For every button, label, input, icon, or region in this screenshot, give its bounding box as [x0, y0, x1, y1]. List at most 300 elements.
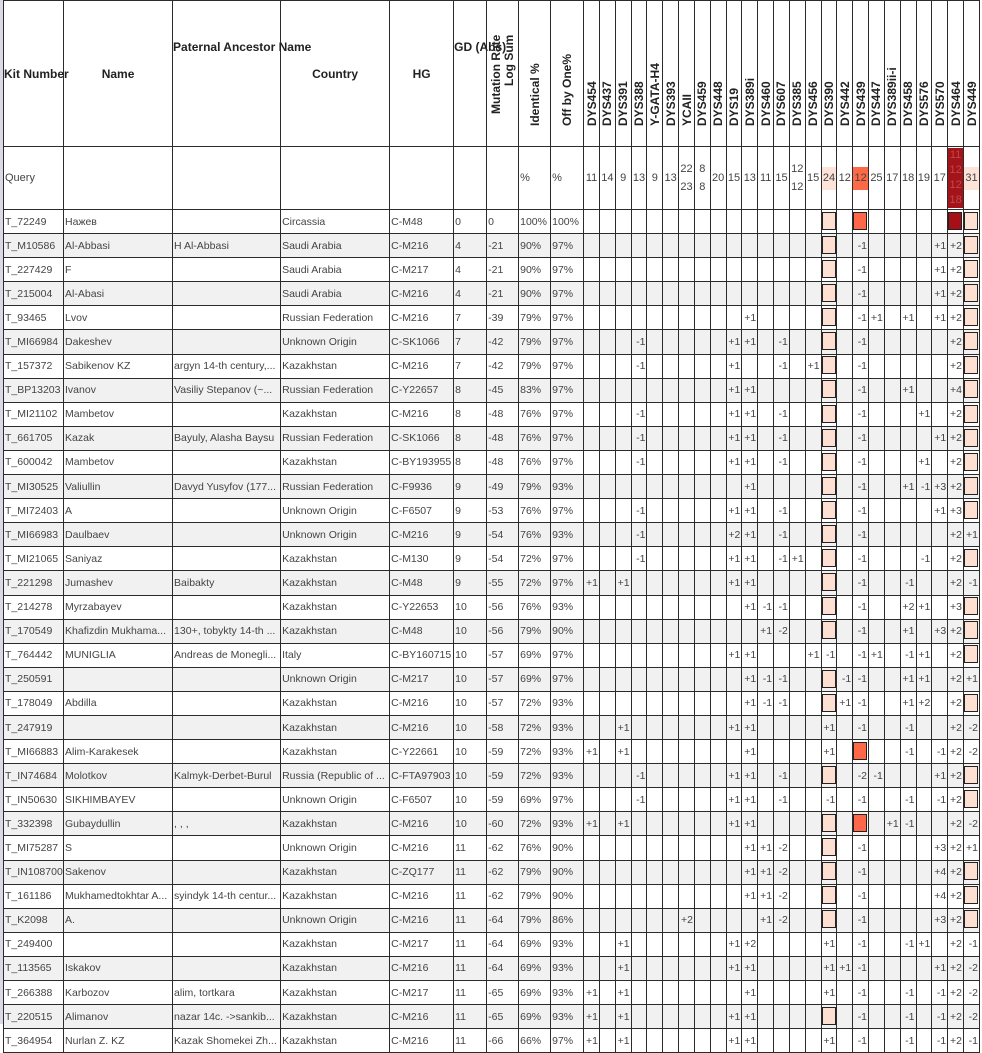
cell-dys576	[916, 1005, 932, 1029]
allele-diff: -1	[857, 336, 868, 349]
cell-dys442	[837, 932, 853, 956]
cell-kit-number[interactable]: T_BP13203	[4, 378, 64, 402]
cell-ycaii	[679, 378, 695, 402]
allele-diff: -1	[778, 552, 788, 565]
table-row[interactable]	[4, 330, 980, 354]
cell-dys393	[663, 210, 679, 234]
header-dys460[interactable]	[758, 1, 774, 147]
header-dys576[interactable]	[916, 1, 932, 147]
table-row[interactable]	[4, 354, 980, 378]
cell-dys570	[932, 643, 948, 667]
cell-dys390	[821, 715, 837, 739]
table-row[interactable]	[4, 282, 980, 306]
cell-identical-pct: 76%	[519, 450, 551, 474]
cell-dys439	[853, 426, 869, 450]
cell-off-by-one-pct: 97%	[551, 1029, 584, 1053]
cell-kit-number[interactable]: T_247919	[4, 715, 64, 739]
cell-dys454	[584, 1005, 600, 1029]
allele-diff: +1	[728, 793, 741, 806]
query-value-dys393	[663, 147, 679, 210]
cell-dys570	[932, 426, 948, 450]
cell-dys389ii-i	[884, 306, 900, 330]
table-row[interactable]	[4, 475, 980, 499]
cell-haplogroup: C-M216	[390, 1029, 454, 1053]
cell-kit-number[interactable]: T_72249	[4, 210, 64, 234]
cell-dys439	[853, 932, 869, 956]
allele-diff: -1	[873, 769, 883, 782]
cell-dys570	[932, 788, 948, 812]
allele-diff: -1	[905, 793, 915, 806]
cell-dys456	[805, 715, 821, 739]
header-identical[interactable]	[519, 1, 551, 147]
cell-dys389ii-i	[884, 956, 900, 980]
cell-dys449	[964, 595, 980, 619]
cell-dys458	[900, 210, 916, 234]
header-dys390[interactable]	[821, 1, 837, 147]
header-off-by-one[interactable]	[551, 1, 584, 147]
table-row[interactable]	[4, 450, 980, 474]
table-row[interactable]	[4, 836, 980, 860]
cell-dys459	[694, 691, 710, 715]
cell-dys454	[584, 378, 600, 402]
cell-dys464	[948, 378, 964, 402]
cell-dys442	[837, 523, 853, 547]
table-row[interactable]	[4, 715, 980, 739]
table-row[interactable]	[4, 499, 980, 523]
table-row[interactable]	[4, 1029, 980, 1053]
cell-dys576	[916, 523, 932, 547]
allele-diff: -1	[857, 311, 868, 324]
cell-dys464	[948, 330, 964, 354]
cell-paternal-ancestor	[173, 210, 281, 234]
cell-dys439	[853, 402, 869, 426]
allele-match-box	[822, 886, 836, 904]
cell-kit-number[interactable]: T_170549	[4, 619, 64, 643]
cell-dys385	[789, 619, 805, 643]
cell-dys389i	[742, 354, 758, 378]
cell-genetic-distance: 11	[454, 860, 487, 884]
header-dys389ii-i[interactable]	[884, 1, 900, 147]
marker-label: DYS449	[964, 81, 979, 126]
table-row[interactable]	[4, 643, 980, 667]
header-y-gata-h4[interactable]	[647, 1, 663, 147]
table-row[interactable]	[4, 860, 980, 884]
marker-label: DYS442	[837, 81, 852, 126]
cell-country: Kazakhstan	[281, 619, 390, 643]
cell-mutation-rate: -42	[487, 330, 519, 354]
cell-dys390	[821, 258, 837, 282]
cell-kit-number[interactable]: T_113565	[4, 956, 64, 980]
cell-dys458	[900, 956, 916, 980]
allele-diff: -1	[968, 576, 978, 589]
cell-kit-number[interactable]: T_157372	[4, 354, 64, 378]
allele-diff: -1	[857, 528, 868, 541]
cell-y-gata-h4	[647, 571, 663, 595]
cell-mutation-rate: -59	[487, 788, 519, 812]
cell-dys448	[710, 450, 726, 474]
allele-diff: +2	[950, 287, 962, 300]
allele-diff: +1	[744, 504, 757, 517]
table-row[interactable]	[4, 1005, 980, 1029]
cell-dys458	[900, 306, 916, 330]
cell-kit-number[interactable]: T_227429	[4, 258, 64, 282]
cell-kit-number[interactable]: T_249400	[4, 932, 64, 956]
cell-dys570	[932, 619, 948, 643]
allele-diff: -1	[857, 986, 868, 999]
table-row[interactable]	[4, 956, 980, 980]
cell-name: Iskakov	[64, 956, 173, 980]
allele-diff: +2	[950, 962, 962, 975]
allele-diff: +1	[744, 745, 757, 758]
allele-diff: +1	[744, 528, 757, 541]
cell-dys570	[932, 1029, 948, 1053]
cell-dys607	[774, 643, 790, 667]
cell-country: Kazakhstan	[281, 571, 390, 595]
cell-ycaii	[679, 354, 695, 378]
cell-y-gata-h4	[647, 884, 663, 908]
query-value-dys449	[964, 147, 980, 210]
allele-diff: +1	[839, 697, 852, 710]
cell-dys456	[805, 475, 821, 499]
cell-dys385	[789, 715, 805, 739]
table-row[interactable]	[4, 523, 980, 547]
cell-kit-number[interactable]: T_IN108700	[4, 860, 64, 884]
cell-off-by-one-pct: 90%	[551, 836, 584, 860]
cell-dys391	[615, 354, 631, 378]
cell-dys391	[615, 812, 631, 836]
cell-dys388	[631, 740, 647, 764]
cell-dys607	[774, 499, 790, 523]
cell-dys454	[584, 981, 600, 1005]
cell-dys456	[805, 402, 821, 426]
query-value-dys464	[948, 147, 964, 210]
header-dys459[interactable]	[694, 1, 710, 147]
cell-dys389ii-i	[884, 619, 900, 643]
cell-dys389i	[742, 450, 758, 474]
table-row[interactable]	[4, 740, 980, 764]
table-row[interactable]	[4, 595, 980, 619]
header-dys385[interactable]	[789, 1, 805, 147]
cell-kit-number[interactable]: T_332398	[4, 812, 64, 836]
cell-mutation-rate: -54	[487, 547, 519, 571]
allele-diff: -2	[968, 721, 978, 734]
header-dys456[interactable]	[805, 1, 821, 147]
cell-dys391	[615, 691, 631, 715]
header-name[interactable]: Name	[64, 1, 173, 147]
cell-dys449	[964, 884, 980, 908]
query-allele: 17	[886, 171, 899, 184]
table-row[interactable]	[4, 234, 980, 258]
cell-dys464	[948, 667, 964, 691]
cell-dys389i	[742, 643, 758, 667]
cell-kit-number[interactable]: T_764442	[4, 643, 64, 667]
allele-match-box	[964, 236, 978, 254]
allele-diff: +1	[744, 601, 757, 614]
cell-dys570	[932, 884, 948, 908]
header-dys449[interactable]	[964, 1, 980, 147]
cell-dys464	[948, 860, 964, 884]
cell-y-gata-h4	[647, 210, 663, 234]
cell-genetic-distance: 11	[454, 981, 487, 1005]
cell-dys448	[710, 571, 726, 595]
cell-dys389ii-i	[884, 426, 900, 450]
cell-haplogroup: C-M216	[390, 884, 454, 908]
cell-kit-number[interactable]: T_600042	[4, 450, 64, 474]
cell-dys391	[615, 523, 631, 547]
cell-kit-number[interactable]: T_93465	[4, 306, 64, 330]
table-row[interactable]	[4, 426, 980, 450]
cell-dys19	[726, 210, 742, 234]
cell-dys459	[694, 547, 710, 571]
cell-kit-number[interactable]: T_364954	[4, 1029, 64, 1053]
cell-y-gata-h4	[647, 908, 663, 932]
cell-dys437	[599, 860, 615, 884]
allele-diff: +1	[934, 962, 947, 975]
cell-kit-number[interactable]: T_IN50630	[4, 788, 64, 812]
allele-diff: +1	[728, 817, 741, 830]
cell-genetic-distance: 9	[454, 475, 487, 499]
cell-dys456	[805, 667, 821, 691]
allele-diff: +3	[950, 504, 962, 517]
cell-genetic-distance: 11	[454, 836, 487, 860]
cell-dys464	[948, 1005, 964, 1029]
allele-diff: +2	[950, 480, 962, 493]
cell-y-gata-h4	[647, 981, 663, 1005]
cell-dys437	[599, 812, 615, 836]
allele-diff: -1	[857, 408, 868, 421]
header-dys454[interactable]	[584, 1, 600, 147]
allele-diff: +1	[870, 311, 883, 324]
cell-ycaii	[679, 619, 695, 643]
cell-dys388	[631, 884, 647, 908]
cell-dys456	[805, 258, 821, 282]
cell-haplogroup: C-M48	[390, 210, 454, 234]
header-dys448[interactable]	[710, 1, 726, 147]
header-hg[interactable]: HG	[390, 1, 454, 147]
allele-diff: +1	[728, 1034, 741, 1047]
cell-dys458	[900, 715, 916, 739]
header-dys464[interactable]	[948, 1, 964, 147]
cell-name: Al-Abbasi	[64, 234, 173, 258]
cell-dys449	[964, 932, 980, 956]
header-dys458[interactable]	[900, 1, 916, 147]
cell-kit-number[interactable]: T_215004	[4, 282, 64, 306]
cell-kit-number[interactable]: T_MI21102	[4, 402, 64, 426]
cell-dys447	[869, 836, 885, 860]
cell-dys388	[631, 908, 647, 932]
cell-kit-number[interactable]: T_MI66983	[4, 523, 64, 547]
cell-kit-number[interactable]: T_250591	[4, 667, 64, 691]
header-mutation-rate[interactable]	[487, 1, 519, 147]
cell-dys389ii-i	[884, 475, 900, 499]
cell-ycaii	[679, 836, 695, 860]
cell-dys448	[710, 1005, 726, 1029]
cell-dys454	[584, 330, 600, 354]
cell-kit-number[interactable]: T_M10586	[4, 234, 64, 258]
cell-kit-number[interactable]: T_220515	[4, 1005, 64, 1029]
cell-dys460	[758, 788, 774, 812]
cell-kit-number[interactable]: T_221298	[4, 571, 64, 595]
table-row[interactable]	[4, 932, 980, 956]
allele-diff: +3	[934, 625, 947, 638]
cell-dys385	[789, 788, 805, 812]
cell-dys390	[821, 981, 837, 1005]
table-row[interactable]	[4, 378, 980, 402]
cell-kit-number[interactable]: T_MI66984	[4, 330, 64, 354]
allele-diff: +2	[950, 408, 962, 421]
cell-kit-number[interactable]: T_214278	[4, 595, 64, 619]
cell-genetic-distance: 7	[454, 306, 487, 330]
cell-dys388	[631, 547, 647, 571]
cell-kit-number[interactable]: T_MI21065	[4, 547, 64, 571]
cell-mutation-rate: -21	[487, 234, 519, 258]
cell-ycaii	[679, 884, 695, 908]
header-country[interactable]: Country	[281, 1, 390, 147]
table-row[interactable]	[4, 258, 980, 282]
table-row[interactable]	[4, 812, 980, 836]
cell-identical-pct: 79%	[519, 475, 551, 499]
table-row[interactable]	[4, 691, 980, 715]
header-dys447[interactable]	[869, 1, 885, 147]
allele-match-box	[964, 501, 978, 519]
table-row[interactable]	[4, 981, 980, 1005]
cell-dys390	[821, 402, 837, 426]
cell-dys458	[900, 691, 916, 715]
cell-dys393	[663, 282, 679, 306]
table-row[interactable]	[4, 667, 980, 691]
cell-dys393	[663, 234, 679, 258]
header-kit-number[interactable]: Kit Number	[4, 1, 64, 147]
header-dys19[interactable]	[726, 1, 742, 147]
cell-dys389i	[742, 282, 758, 306]
header-ycaii[interactable]	[679, 1, 695, 147]
allele-diff: -1	[905, 1010, 915, 1023]
cell-dys19	[726, 499, 742, 523]
table-row[interactable]	[4, 908, 980, 932]
table-row[interactable]	[4, 210, 980, 234]
allele-diff: +1	[966, 841, 978, 854]
cell-dys576	[916, 884, 932, 908]
cell-dys442	[837, 691, 853, 715]
cell-dys388	[631, 475, 647, 499]
allele-match-box	[822, 694, 836, 712]
cell-kit-number[interactable]: T_IN74684	[4, 764, 64, 788]
header-dys393[interactable]	[663, 1, 679, 147]
cell-dys447	[869, 547, 885, 571]
cell-kit-number[interactable]: T_MI66883	[4, 740, 64, 764]
cell-dys459	[694, 764, 710, 788]
allele-diff: +1	[728, 576, 741, 589]
cell-dys456	[805, 932, 821, 956]
cell-dys447	[869, 715, 885, 739]
cell-kit-number[interactable]: T_161186	[4, 884, 64, 908]
cell-off-by-one-pct: 97%	[551, 450, 584, 474]
cell-dys390	[821, 956, 837, 980]
cell-dys576	[916, 1029, 932, 1053]
table-row[interactable]	[4, 619, 980, 643]
table-row[interactable]	[4, 571, 980, 595]
cell-dys448	[710, 812, 726, 836]
cell-paternal-ancestor	[173, 932, 281, 956]
cell-genetic-distance: 8	[454, 402, 487, 426]
cell-dys460	[758, 860, 774, 884]
table-row[interactable]	[4, 306, 980, 330]
header-dys391[interactable]	[615, 1, 631, 147]
cell-kit-number[interactable]: T_MI72403	[4, 499, 64, 523]
cell-dys458	[900, 475, 916, 499]
cell-dys389ii-i	[884, 884, 900, 908]
cell-genetic-distance: 11	[454, 956, 487, 980]
cell-dys393	[663, 330, 679, 354]
cell-dys607	[774, 354, 790, 378]
table-row[interactable]	[4, 764, 980, 788]
query-offbyone: %	[551, 147, 584, 210]
table-row[interactable]	[4, 788, 980, 812]
allele-diff: +2	[950, 697, 962, 710]
cell-y-gata-h4	[647, 932, 663, 956]
cell-off-by-one-pct: 93%	[551, 475, 584, 499]
cell-kit-number[interactable]: T_MI30525	[4, 475, 64, 499]
cell-dys388	[631, 330, 647, 354]
cell-kit-number[interactable]: T_MI75287	[4, 836, 64, 860]
header-gd[interactable]: GD (Abs)	[454, 1, 487, 147]
cell-dys576	[916, 956, 932, 980]
cell-dys385	[789, 667, 805, 691]
cell-dys447	[869, 282, 885, 306]
cell-dys437	[599, 402, 615, 426]
cell-kit-number[interactable]: T_K2098	[4, 908, 64, 932]
query-allele: 15	[807, 171, 820, 184]
header-dys607[interactable]	[774, 1, 790, 147]
cell-haplogroup: C-M216	[390, 908, 454, 932]
table-row[interactable]	[4, 884, 980, 908]
header-dys439[interactable]	[853, 1, 869, 147]
cell-country: Kazakhstan	[281, 860, 390, 884]
cell-dys460	[758, 523, 774, 547]
header-dys388[interactable]	[631, 1, 647, 147]
table-row[interactable]	[4, 547, 980, 571]
cell-dys388	[631, 956, 647, 980]
header-dys570[interactable]	[932, 1, 948, 147]
cell-kit-number[interactable]: T_661705	[4, 426, 64, 450]
cell-country: Russian Federation	[281, 426, 390, 450]
cell-kit-number[interactable]: T_178049	[4, 691, 64, 715]
cell-dys464	[948, 884, 964, 908]
cell-y-gata-h4	[647, 860, 663, 884]
cell-dys442	[837, 908, 853, 932]
allele-diff: +1	[585, 817, 598, 830]
allele-match-box	[964, 645, 978, 663]
cell-dys456	[805, 499, 821, 523]
cell-dys570	[932, 956, 948, 980]
table-row[interactable]	[4, 402, 980, 426]
str-results-table	[3, 0, 980, 1053]
cell-haplogroup: C-Y22657	[390, 378, 454, 402]
header-paternal-ancestor[interactable]: Paternal Ancestor Name	[173, 1, 281, 147]
cell-dys449	[964, 788, 980, 812]
cell-dys456	[805, 981, 821, 1005]
cell-dys570	[932, 402, 948, 426]
cell-kit-number[interactable]: T_266388	[4, 981, 64, 1005]
cell-dys390	[821, 932, 837, 956]
cell-haplogroup: C-M217	[390, 667, 454, 691]
cell-dys447	[869, 1005, 885, 1029]
header-dys437[interactable]	[599, 1, 615, 147]
header-dys389i[interactable]	[742, 1, 758, 147]
cell-dys19	[726, 764, 742, 788]
cell-dys576	[916, 547, 932, 571]
header-dys442[interactable]	[837, 1, 853, 147]
